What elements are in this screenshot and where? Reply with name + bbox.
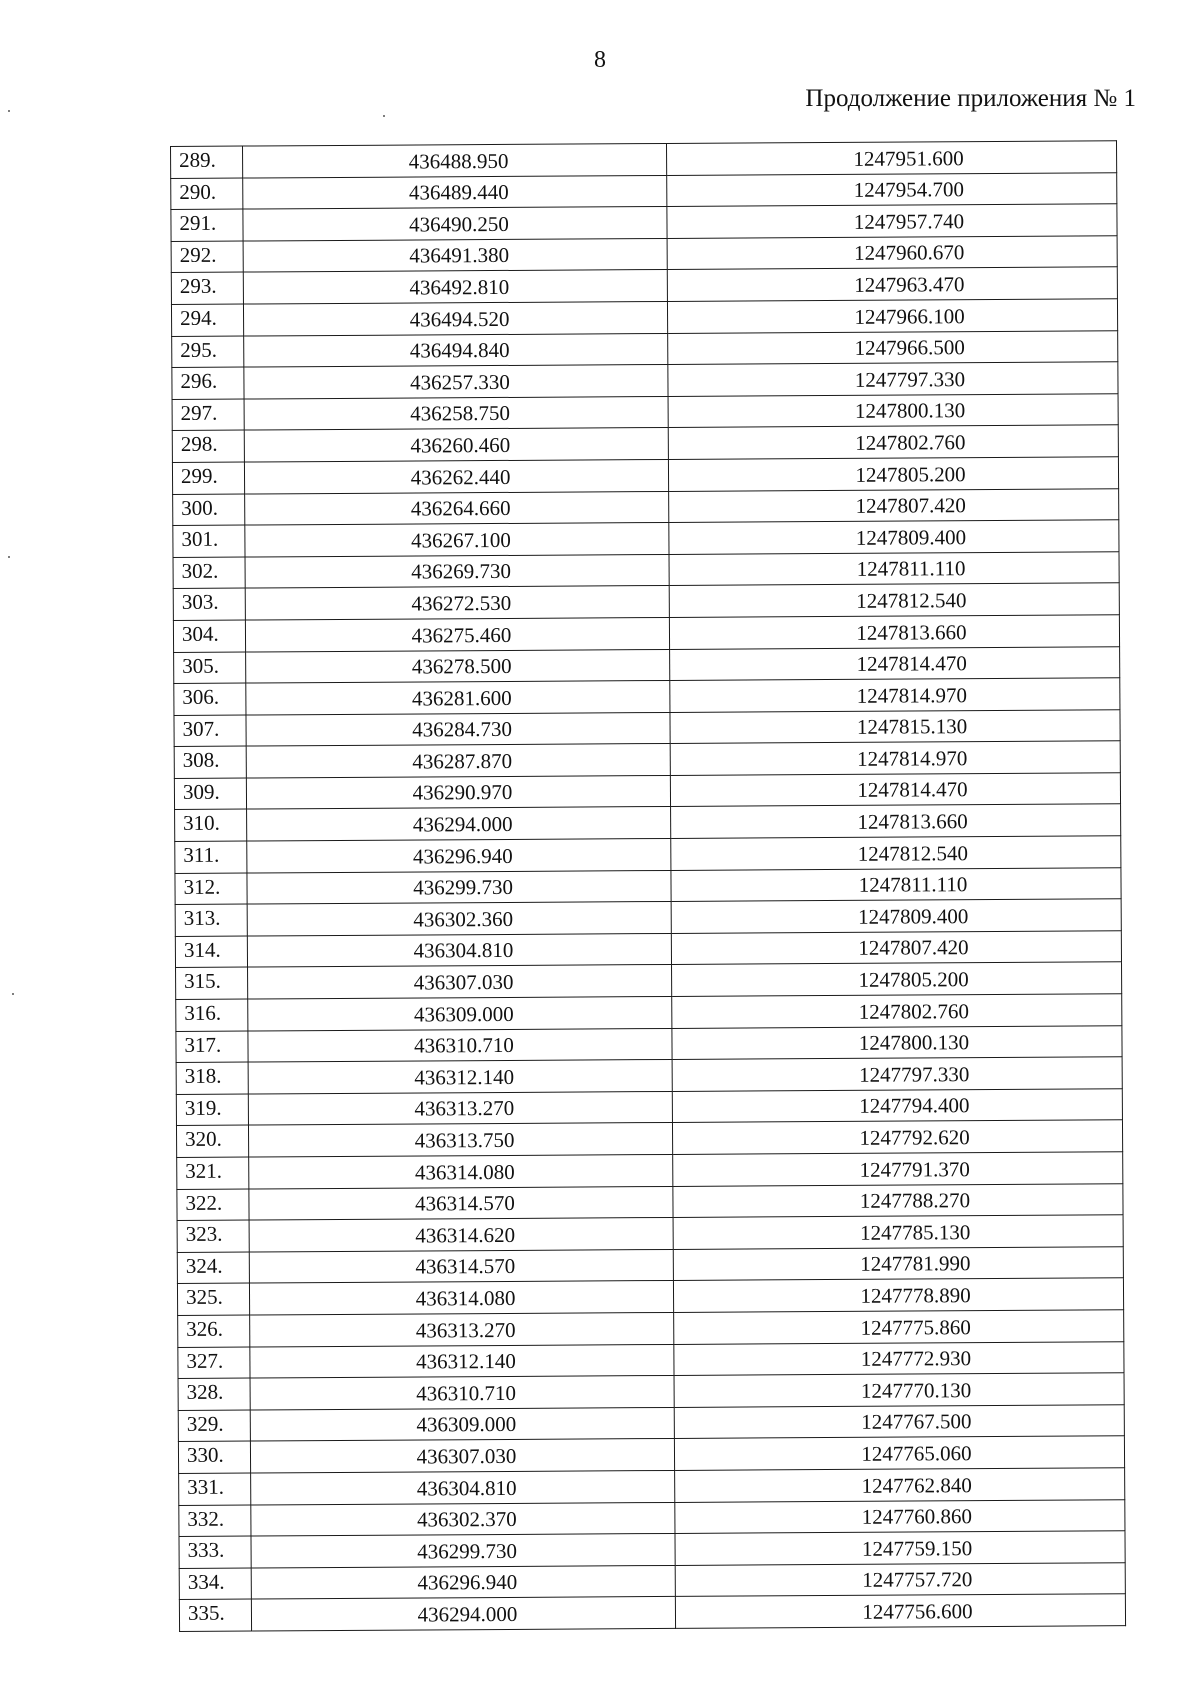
x-coordinate-cell: 436309.000	[250, 1407, 674, 1441]
point-number-cell: 298.	[172, 430, 244, 462]
point-number-cell: 310.	[175, 810, 247, 842]
y-coordinate-cell: 1247811.110	[671, 867, 1121, 901]
x-coordinate-cell: 436314.080	[249, 1281, 673, 1315]
scan-speck	[8, 556, 10, 558]
scan-speck	[8, 110, 10, 112]
y-coordinate-cell: 1247791.370	[673, 1152, 1123, 1186]
point-number-cell: 325.	[177, 1283, 249, 1315]
x-coordinate-cell: 436312.140	[248, 1060, 672, 1094]
point-number-cell: 334.	[179, 1568, 251, 1600]
point-number-cell: 324.	[177, 1252, 249, 1284]
y-coordinate-cell: 1247809.400	[669, 520, 1119, 554]
point-number-cell: 319.	[176, 1094, 248, 1126]
y-coordinate-cell: 1247794.400	[672, 1089, 1122, 1123]
point-number-cell: 300.	[173, 494, 245, 526]
x-coordinate-cell: 436304.810	[247, 933, 671, 967]
point-number-cell: 312.	[175, 873, 247, 905]
point-number-cell: 308.	[174, 746, 246, 778]
y-coordinate-cell: 1247770.130	[674, 1373, 1124, 1407]
x-coordinate-cell: 436314.080	[249, 1154, 673, 1188]
point-number-cell: 330.	[178, 1441, 250, 1473]
x-coordinate-cell: 436490.250	[243, 207, 667, 241]
point-number-cell: 331.	[179, 1473, 251, 1505]
x-coordinate-cell: 436287.870	[246, 744, 670, 778]
y-coordinate-cell: 1247814.470	[670, 646, 1120, 680]
x-coordinate-cell: 436313.750	[248, 1123, 672, 1157]
point-number-cell: 291.	[171, 209, 243, 241]
y-coordinate-cell: 1247797.330	[672, 1057, 1122, 1091]
y-coordinate-cell: 1247814.470	[670, 773, 1120, 807]
y-coordinate-cell: 1247812.540	[669, 583, 1119, 617]
point-number-cell: 315.	[176, 967, 248, 999]
y-coordinate-cell: 1247814.970	[670, 678, 1120, 712]
y-coordinate-cell: 1247951.600	[666, 141, 1116, 175]
y-coordinate-cell: 1247800.130	[668, 393, 1118, 427]
point-number-cell: 317.	[176, 1031, 248, 1063]
x-coordinate-cell: 436278.500	[246, 649, 670, 683]
x-coordinate-cell: 436290.970	[246, 775, 670, 809]
x-coordinate-cell: 436312.140	[250, 1344, 674, 1378]
x-coordinate-cell: 436264.660	[245, 491, 669, 525]
x-coordinate-cell: 436313.270	[250, 1312, 674, 1346]
y-coordinate-cell: 1247772.930	[674, 1341, 1124, 1375]
point-number-cell: 332.	[179, 1505, 251, 1537]
x-coordinate-cell: 436489.440	[243, 175, 667, 209]
x-coordinate-cell: 436262.440	[244, 459, 668, 493]
point-number-cell: 326.	[178, 1315, 250, 1347]
x-coordinate-cell: 436314.570	[249, 1186, 673, 1220]
y-coordinate-cell: 1247814.970	[670, 741, 1120, 775]
y-coordinate-cell: 1247767.500	[674, 1404, 1124, 1438]
x-coordinate-cell: 436269.730	[245, 554, 669, 588]
coordinates-table	[170, 140, 1126, 1632]
y-coordinate-cell: 1247792.620	[672, 1120, 1122, 1154]
x-coordinate-cell: 436294.000	[247, 807, 671, 841]
x-coordinate-cell: 436309.000	[248, 996, 672, 1030]
x-coordinate-cell: 436492.810	[243, 270, 667, 304]
point-number-cell: 320.	[176, 1125, 248, 1157]
x-coordinate-cell: 436494.840	[244, 333, 668, 367]
point-number-cell: 301.	[173, 525, 245, 557]
y-coordinate-cell: 1247775.860	[674, 1310, 1124, 1344]
x-coordinate-cell: 436299.730	[247, 870, 671, 904]
y-coordinate-cell: 1247805.200	[668, 457, 1118, 491]
y-coordinate-cell: 1247811.110	[669, 551, 1119, 585]
y-coordinate-cell: 1247963.470	[667, 267, 1117, 301]
point-number-cell: 328.	[178, 1378, 250, 1410]
x-coordinate-cell: 436494.520	[243, 301, 667, 335]
y-coordinate-cell: 1247762.840	[675, 1468, 1125, 1502]
y-coordinate-cell: 1247757.720	[675, 1562, 1125, 1596]
point-number-cell: 318.	[176, 1062, 248, 1094]
point-number-cell: 289.	[171, 146, 243, 178]
y-coordinate-cell: 1247802.760	[668, 425, 1118, 459]
table-row	[179, 1594, 1125, 1631]
y-coordinate-cell: 1247788.270	[673, 1183, 1123, 1217]
y-coordinate-cell: 1247797.330	[668, 362, 1118, 396]
x-coordinate-cell: 436307.030	[248, 965, 672, 999]
y-coordinate-cell: 1247802.760	[672, 994, 1122, 1028]
y-coordinate-cell: 1247778.890	[673, 1278, 1123, 1312]
point-number-cell: 292.	[171, 241, 243, 273]
point-number-cell: 302.	[173, 557, 245, 589]
x-coordinate-cell: 436296.940	[251, 1565, 675, 1599]
y-coordinate-cell: 1247807.420	[669, 488, 1119, 522]
x-coordinate-cell: 436260.460	[244, 428, 668, 462]
point-number-cell: 322.	[177, 1189, 249, 1221]
y-coordinate-cell: 1247957.740	[667, 204, 1117, 238]
x-coordinate-cell: 436302.360	[247, 902, 671, 936]
y-coordinate-cell: 1247960.670	[667, 235, 1117, 269]
x-coordinate-cell: 436302.370	[251, 1502, 675, 1536]
point-number-cell: 297.	[172, 399, 244, 431]
x-coordinate-cell: 436272.530	[245, 586, 669, 620]
x-coordinate-cell: 436267.100	[245, 523, 669, 557]
y-coordinate-cell: 1247805.200	[672, 962, 1122, 996]
x-coordinate-cell: 436307.030	[250, 1439, 674, 1473]
point-number-cell: 314.	[175, 936, 247, 968]
x-coordinate-cell: 436491.380	[243, 238, 667, 272]
y-coordinate-cell: 1247785.130	[673, 1215, 1123, 1249]
point-number-cell: 321.	[177, 1157, 249, 1189]
point-number-cell: 296.	[172, 367, 244, 399]
point-number-cell: 327.	[178, 1347, 250, 1379]
y-coordinate-cell: 1247765.060	[674, 1436, 1124, 1470]
point-number-cell: 299.	[172, 462, 244, 494]
x-coordinate-cell: 436284.730	[246, 712, 670, 746]
point-number-cell: 294.	[171, 304, 243, 336]
point-number-cell: 295.	[172, 336, 244, 368]
x-coordinate-cell: 436296.940	[247, 839, 671, 873]
x-coordinate-cell: 436310.710	[248, 1028, 672, 1062]
point-number-cell: 303.	[173, 588, 245, 620]
point-number-cell: 323.	[177, 1220, 249, 1252]
point-number-cell: 329.	[178, 1410, 250, 1442]
point-number-cell: 311.	[175, 841, 247, 873]
y-coordinate-cell: 1247781.990	[673, 1246, 1123, 1280]
x-coordinate-cell: 436258.750	[244, 396, 668, 430]
point-number-cell: 309.	[174, 778, 246, 810]
y-coordinate-cell: 1247813.660	[669, 615, 1119, 649]
x-coordinate-cell: 436313.270	[248, 1091, 672, 1125]
scan-speck	[383, 115, 385, 117]
x-coordinate-cell: 436257.330	[244, 365, 668, 399]
y-coordinate-cell: 1247813.660	[671, 804, 1121, 838]
point-number-cell: 307.	[174, 715, 246, 747]
y-coordinate-cell: 1247760.860	[675, 1499, 1125, 1533]
x-coordinate-cell: 436275.460	[245, 617, 669, 651]
x-coordinate-cell: 436304.810	[251, 1470, 675, 1504]
y-coordinate-cell: 1247800.130	[672, 1025, 1122, 1059]
y-coordinate-cell: 1247966.100	[667, 299, 1117, 333]
point-number-cell: 304.	[173, 620, 245, 652]
x-coordinate-cell: 436314.570	[249, 1249, 673, 1283]
y-coordinate-cell: 1247815.130	[670, 709, 1120, 743]
y-coordinate-cell: 1247954.700	[667, 172, 1117, 206]
point-number-cell: 333.	[179, 1536, 251, 1568]
appendix-continuation-label: Продолжение приложения № 1	[805, 85, 1136, 112]
x-coordinate-cell: 436310.710	[250, 1376, 674, 1410]
point-number-cell: 316.	[176, 999, 248, 1031]
coordinates-table-body	[171, 141, 1126, 1632]
x-coordinate-cell: 436294.000	[251, 1597, 675, 1631]
y-coordinate-cell: 1247809.400	[671, 899, 1121, 933]
y-coordinate-cell: 1247756.600	[675, 1594, 1125, 1628]
x-coordinate-cell: 436299.730	[251, 1534, 675, 1568]
y-coordinate-cell: 1247966.500	[668, 330, 1118, 364]
x-coordinate-cell: 436281.600	[246, 681, 670, 715]
point-number-cell: 306.	[174, 683, 246, 715]
point-number-cell: 290.	[171, 178, 243, 210]
y-coordinate-cell: 1247807.420	[671, 931, 1121, 965]
y-coordinate-cell: 1247759.150	[675, 1531, 1125, 1565]
point-number-cell: 335.	[179, 1599, 251, 1631]
y-coordinate-cell: 1247812.540	[671, 836, 1121, 870]
point-number-cell: 313.	[175, 904, 247, 936]
scan-speck	[12, 993, 14, 995]
x-coordinate-cell: 436314.620	[249, 1218, 673, 1252]
point-number-cell: 293.	[171, 272, 243, 304]
page-number: 8	[594, 47, 606, 73]
x-coordinate-cell: 436488.950	[243, 143, 667, 177]
point-number-cell: 305.	[174, 652, 246, 684]
